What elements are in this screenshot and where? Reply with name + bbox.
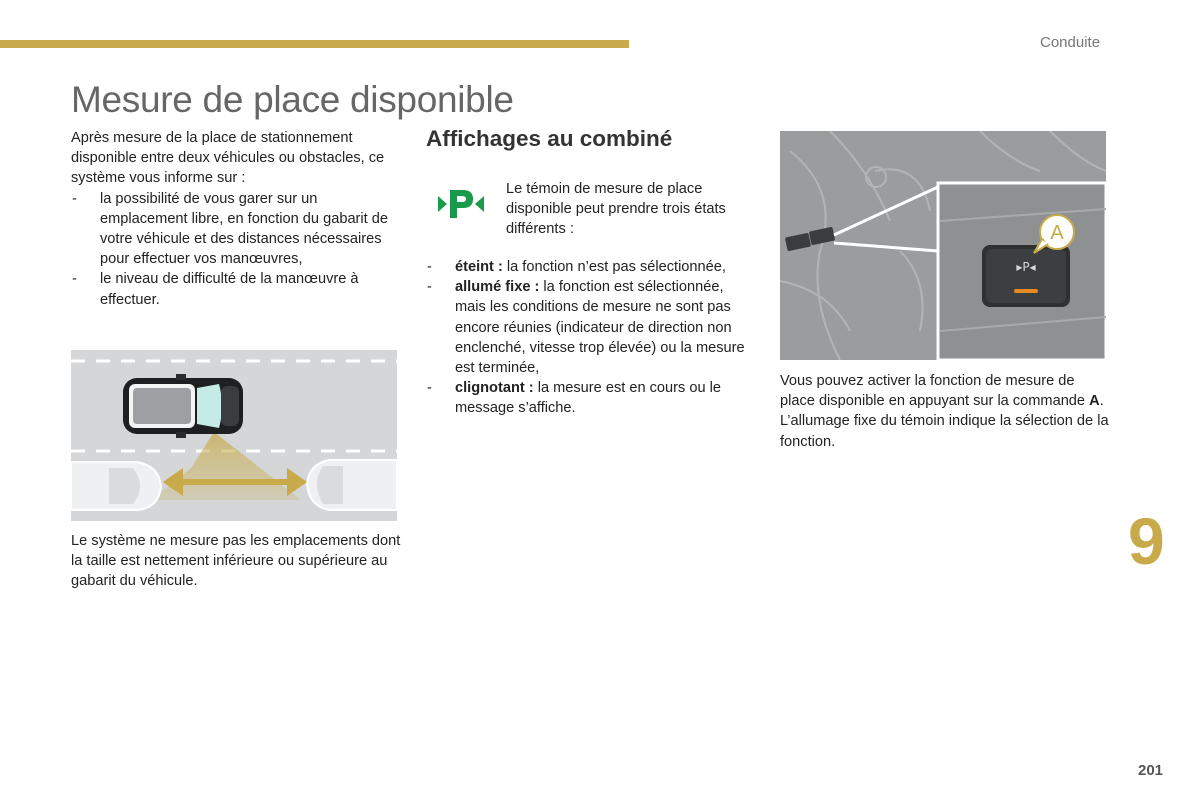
- activation-text-after: . L’allumage fixe du témoin indique la sélection de la fonction.: [780, 393, 1109, 450]
- list-item: [426, 277, 756, 378]
- list-item-text: la possibilité de vous garer sur un emplacement libre, en fonction du gabarit de votre véhicule et des distances nécessaires pour effectuer vos manœuvres,: [100, 190, 388, 268]
- parking-measurement-button: [982, 245, 1070, 307]
- activation-text: [780, 371, 1110, 452]
- intro-list: [71, 189, 401, 310]
- parking-measurement-illustration: [71, 350, 397, 521]
- chapter-number: 9: [1128, 504, 1165, 578]
- control-reference: A: [1089, 393, 1100, 410]
- bullet-dash: -: [427, 279, 432, 296]
- state-text: la fonction n’est pas sélectionnée,: [502, 259, 726, 275]
- list-item: [426, 378, 756, 418]
- bullet-dash: -: [72, 271, 77, 288]
- bullet-dash: -: [427, 380, 432, 397]
- page-number: 201: [1138, 762, 1164, 779]
- activation-text-before: Vous pouvez activer la fonction de mesure de place disponible en appuyant sur la commande: [780, 373, 1090, 410]
- callout-label: A: [1050, 222, 1064, 244]
- list-item: [426, 257, 756, 277]
- parked-car-left: [71, 462, 161, 510]
- dashboard-control-illustration: [780, 131, 1106, 360]
- bullet-dash: -: [72, 190, 77, 207]
- list-item: [71, 269, 401, 309]
- page-title: Mesure de place disponible: [71, 79, 514, 120]
- state-text: la fonction est sélectionnée, mais les conditions de mesure ne sont pas encore réunies (indicateur de direction non enclenché, vitesse trop élevée) ou la mesure est terminée,: [455, 279, 745, 377]
- indicator-states-list: [426, 257, 756, 419]
- section-subtitle: Affichages au combiné: [426, 126, 673, 151]
- section-title: Conduite: [1040, 34, 1101, 51]
- parking-space-indicator-icon: [436, 186, 486, 222]
- indicator-description: Le témoin de mesure de place disponible peut prendre trois états différents :: [506, 181, 726, 238]
- intro-text: Après mesure de la place de stationnement disponible entre deux véhicules ou obstacles, ce système vous informe sur :: [71, 130, 385, 187]
- list-item-text: le niveau de difficulté de la manœuvre à effectuer.: [100, 271, 359, 308]
- state-term: clignotant :: [455, 380, 534, 397]
- state-text: la mesure est en cours ou le message s’affiche.: [455, 380, 722, 417]
- bullet-dash: -: [427, 259, 432, 275]
- parked-car-right: [307, 460, 397, 510]
- state-term: éteint :: [455, 259, 503, 275]
- state-term: allumé fixe :: [455, 279, 540, 296]
- figure-caption: Le système ne mesure pas les emplacements dont la taille est nettement inférieure ou supérieure au gabarit du véhicule.: [71, 533, 401, 590]
- svg-text:▸P◂: ▸P◂: [1016, 260, 1036, 274]
- list-item: [71, 189, 401, 270]
- moving-car: [123, 374, 243, 438]
- header-accent-bar: [0, 40, 629, 48]
- intro-block: [71, 128, 401, 310]
